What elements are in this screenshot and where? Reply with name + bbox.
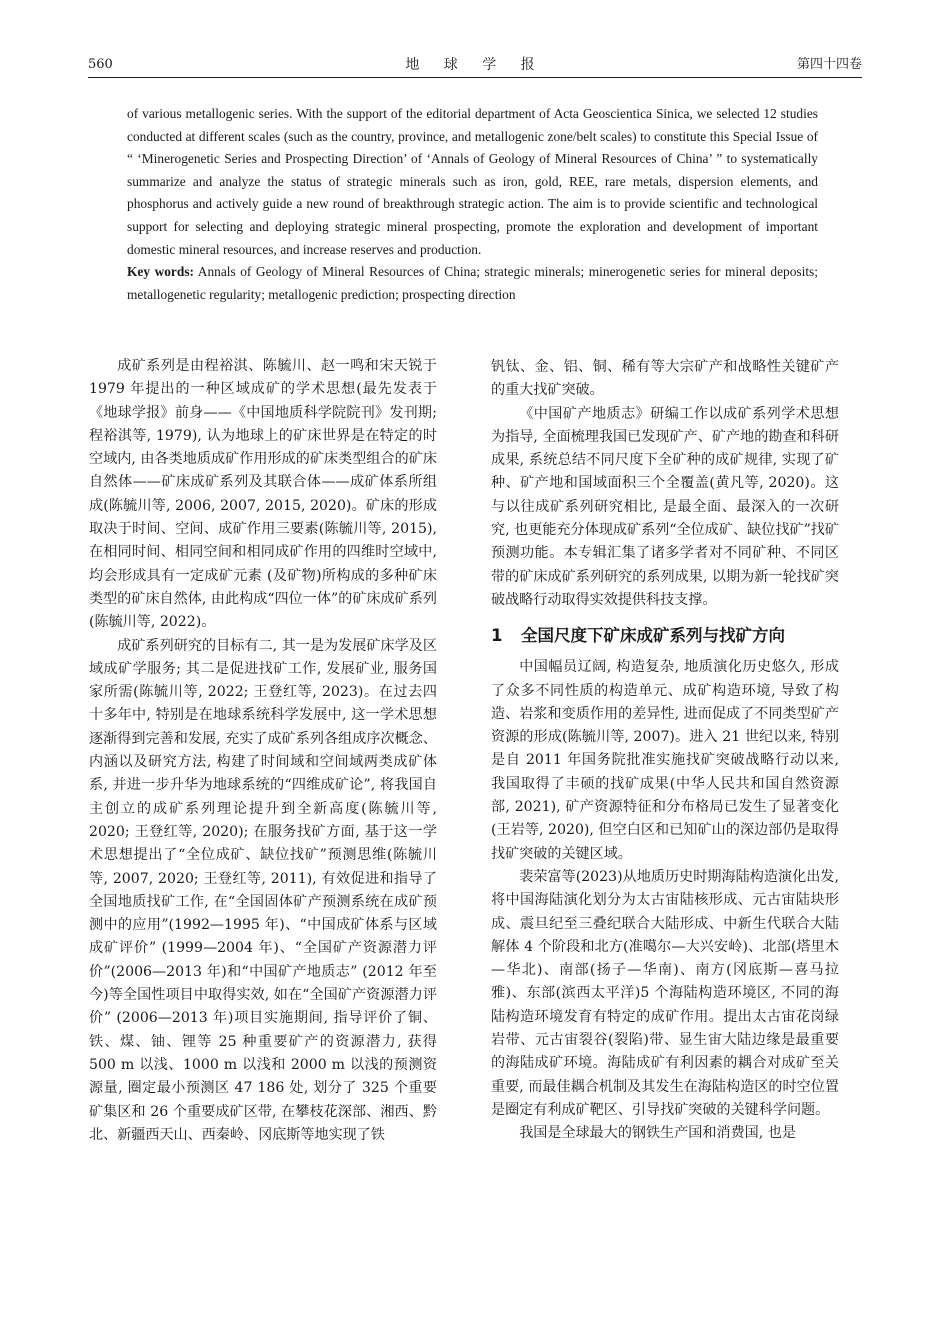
keywords-text: Annals of Geology of Mineral Resources of China; strategic minerals; minerogenetic series for mineral deposits; metallogenetic regularity; metallogenic prediction; prospecting direction <box>127 264 818 302</box>
english-abstract <box>127 103 818 306</box>
right-column <box>491 356 839 1146</box>
volume-label: 第四十四卷 <box>796 57 862 72</box>
paragraph-continuation: 钒钛、金、铝、铜、稀有等大宗矿产和战略性关键矿产的重大找矿突破。 <box>491 359 839 399</box>
header-divider <box>88 77 862 78</box>
paragraph: 成矿系列研究的目标有二, 其一是为发展矿床学及区域成矿学服务; 其二是促进找矿工作, 发展矿业, 服务国家所需(陈毓川等, 2022; 王登红等, 2023)。在过去四十多年中, 特别是在地球系统科学发展中, 这一学术思想逐渐得到完善和发展, 充实了成矿系列各组成序次概念、内涵以及研究方法, 构建了时间域和空间域两类成矿体系, 并进一步升华为地球系统的“四维成矿论”, 将我国自主创立的成矿系列理论提升到全新高度(陈毓川等, 2020; 王登红等, 2020); 在服务找矿方面, 基于这一学术思想提出了“全位成矿、缺位找矿”预测思维(陈毓川等, 2007, 2020; 王登红等, 2011), 有效促进和指导了全国地质找矿工作, 在“全国固体矿产预测系统在成矿预测中的应用”(1992—1995 年)、“中国成矿体系与区域成矿评价” (1999—2004 年)、“全国矿产资源潜力评价”(2006—2013 年)和“中国矿产地质志” (2012 年至今)等全国性项目中取得实效, 如在“全国矿产资源潜力评价” (2006—2013 年)项目实施期间, 指导评价了铜、铁、煤、铀、锂等 25 种重要矿产的资源潜力, 获得 500 m 以浅、1000 m 以浅和 2000 m 以浅的预测资源量, 圈定最小预测区 47 186 处, 划分了 325 个重要矿集区和 26 个重要成矿区带, 在攀枝花深部、湘西、黔北、新疆西天山、西秦岭、冈底斯等地实现了铁 <box>89 637 437 1143</box>
page-number: 560 <box>88 57 113 72</box>
paragraph: 成矿系列是由程裕淇、陈毓川、赵一鸣和宋天锐于 1979 年提出的一种区域成矿的学术思想(最先发表于《地球学报》前身——《中国地质科学院院刊》发刊期; 程裕淇等, 1979), 认为地球上的矿床世界是在特定的时空域内, 由各类地质成矿作用形成的矿床类型组合的矿床自然体——矿床成矿系列及其联合体——成矿体系所组成(陈毓川等, 2006, 2007, 2015, 2020)。矿床的形成取决于时间、空间、成矿作用三要素(陈毓川等, 2015), 在相同时间、相同空间和相同成矿作用的四维时空域中, 均会形成具有一定成矿元素 (及矿物)所构成的多种矿床类型的矿床自然体, 由此构成“四位一体”的矿床成矿系列(陈毓川等, 2022)。 <box>89 358 437 631</box>
journal-title: 地 球 学 报 <box>405 57 545 73</box>
left-column <box>89 355 437 1147</box>
paragraph: 中国幅员辽阔, 构造复杂, 地质演化历史悠久, 形成了众多不同性质的构造单元、成矿构造环境, 导致了构造、岩浆和变质作用的差异性, 进而促成了不同类型矿产资源的形成(陈毓川等, 2007)。进入 21 世纪以来, 特别是自 2011 年国务院批准实施找矿突破战略行动以来, 我国取得了丰硕的找矿成果(中华人民共和国自然资源部, 2021), 矿产资源特征和分布格局已发生了显著变化(王岩等, 2020), 但空白区和已知矿山的深边部仍是取得找矿突破的关键区域。 <box>491 659 839 862</box>
paragraph: 我国是全球最大的钢铁生产国和消费国, 也是 <box>519 1125 796 1142</box>
section-title: 全国尺度下矿床成矿系列与找矿方向 <box>521 626 785 646</box>
section-number: 1 <box>491 626 503 646</box>
keywords <box>127 261 818 306</box>
paragraph: 《中国矿产地质志》研编工作以成矿系列学术思想为指导, 全面梳理我国已发现矿产、矿产地的勘查和科研成果, 系统总结不同尺度下全矿种的成矿规律, 实现了矿种、矿产地和国域面积三个全覆盖(黄凡等, 2020)。这与以往成矿系列研究相比, 是最全面、最深入的一次研究, 也更能充分体现成矿系列“全位成矿、缺位找矿”找矿预测功能。本专辑汇集了诸多学者对不同矿种、不同区带的矿床成矿系列研究的系列成果, 以期为新一轮找矿突破战略行动取得实效提供科技支撑。 <box>491 405 839 608</box>
abstract-text: of various metallogenic series. With the support of the editorial department of Acta Geoscientica Sinica, we selected 12 studies conducted at different scales (such as the country, province, and metallogenic zone/belt scales) to constitute this Special Issue of “ ‘Minerogenetic Series and Prospecting Direction’ of ‘Annals of Geology of Mineral Resources of China’ ” to systematically summarize and analyze the status of strategic minerals such as iron, gold, REE, rare metals, dispersion elements, and phosphorus and actively guide a new round of breakthrough strategic action. The aim is to provide scientific and technological support for selecting and deploying strategic mineral prospecting, promote the exploration and development of important domestic mineral resources, and increase reserves and production. <box>127 106 818 257</box>
paragraph: 裴荣富等(2023)从地质历史时期海陆构造演化出发, 将中国海陆演化划分为太古宙陆核形成、元古宙陆块形成、震旦纪至三叠纪联合大陆形成、中新生代联合大陆解体 4 个阶段和北方(准噶尔—大兴安岭)、北部(塔里木—华北)、南部(扬子—华南)、南方(冈底斯—喜马拉雅)、东部(滨西太平洋)5 个海陆构造环境区, 不同的海陆构造环境发育有特定的成矿作用。提出太古宙花岗绿岩带、元古宙裂谷(裂陷)带、显生宙大陆边缘是最重要的海陆成矿环境。海陆成矿有利因素的耦合对成矿至关重要, 而最佳耦合机制及其发生在海陆构造区的时空位置是圈定有利成矿靶区、引导找矿突破的关键科学问题。 <box>491 868 839 1118</box>
running-header <box>88 54 862 76</box>
section-heading <box>491 624 839 648</box>
keywords-label: Key words: <box>127 264 194 280</box>
